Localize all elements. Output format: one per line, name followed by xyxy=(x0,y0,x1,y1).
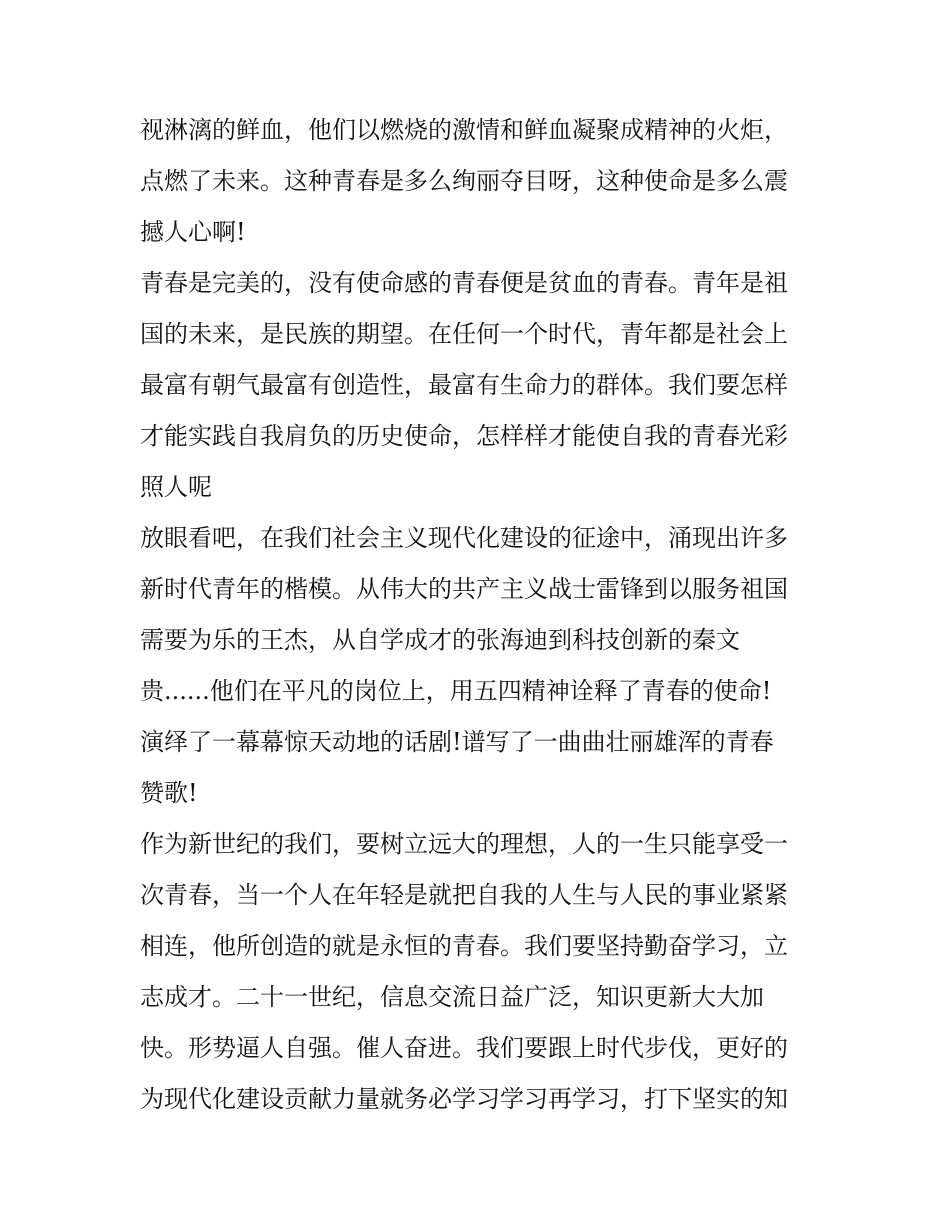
text-line: 最富有朝气最富有创造性，最富有生命力的群体。我们要怎样 xyxy=(140,371,788,399)
text-line: 放眼看吧，在我们社会主义现代化建设的征途中，涌现出许多 xyxy=(140,524,788,552)
text-line: 才能实践自我肩负的历史使命，怎样样才能使自我的青春光彩 xyxy=(140,422,788,450)
text-line: 照人呢 xyxy=(140,473,212,501)
text-line: 青春是完美的，没有使命感的青春便是贫血的青春。青年是祖 xyxy=(140,269,788,297)
text-line: 演绎了一幕幕惊天动地的话剧!谱写了一曲曲壮丽雄浑的青春 xyxy=(140,728,774,756)
text-line: 国的未来，是民族的期望。在任何一个时代，青年都是社会上 xyxy=(140,320,788,348)
text-line: 快。形势逼人自强。催人奋进。我们要跟上时代步伐，更好的 xyxy=(140,1034,788,1062)
text-line: 为现代化建设贡献力量就务必学习学习再学习，打下坚实的知 xyxy=(140,1085,788,1113)
text-line: 志成才。二十一世纪，信息交流日益广泛，知识更新大大加 xyxy=(140,983,764,1011)
text-line: 撼人心啊! xyxy=(140,218,246,246)
text-line: 作为新世纪的我们，要树立远大的理想，人的一生只能享受一 xyxy=(140,830,788,858)
text-line: 贵......他们在平凡的岗位上，用五四精神诠释了青春的使命! xyxy=(140,677,772,705)
text-line: 相连，他所创造的就是永恒的青春。我们要坚持勤奋学习，立 xyxy=(140,932,788,960)
text-line: 新时代青年的楷模。从伟大的共产主义战士雷锋到以服务祖国 xyxy=(140,575,788,603)
text-line: 赞歌! xyxy=(140,779,198,807)
text-line: 视淋漓的鲜血，他们以燃烧的激情和鲜血凝聚成精神的火炬， xyxy=(140,116,788,144)
text-line: 点燃了未来。这种青春是多么绚丽夺目呀，这种使命是多么震 xyxy=(140,167,788,195)
text-line: 次青春，当一个人在年轻是就把自我的人生与人民的事业紧紧 xyxy=(140,881,788,909)
text-line: 需要为乐的王杰，从自学成才的张海迪到科技创新的秦文 xyxy=(140,626,740,654)
body-text xyxy=(140,105,820,1125)
